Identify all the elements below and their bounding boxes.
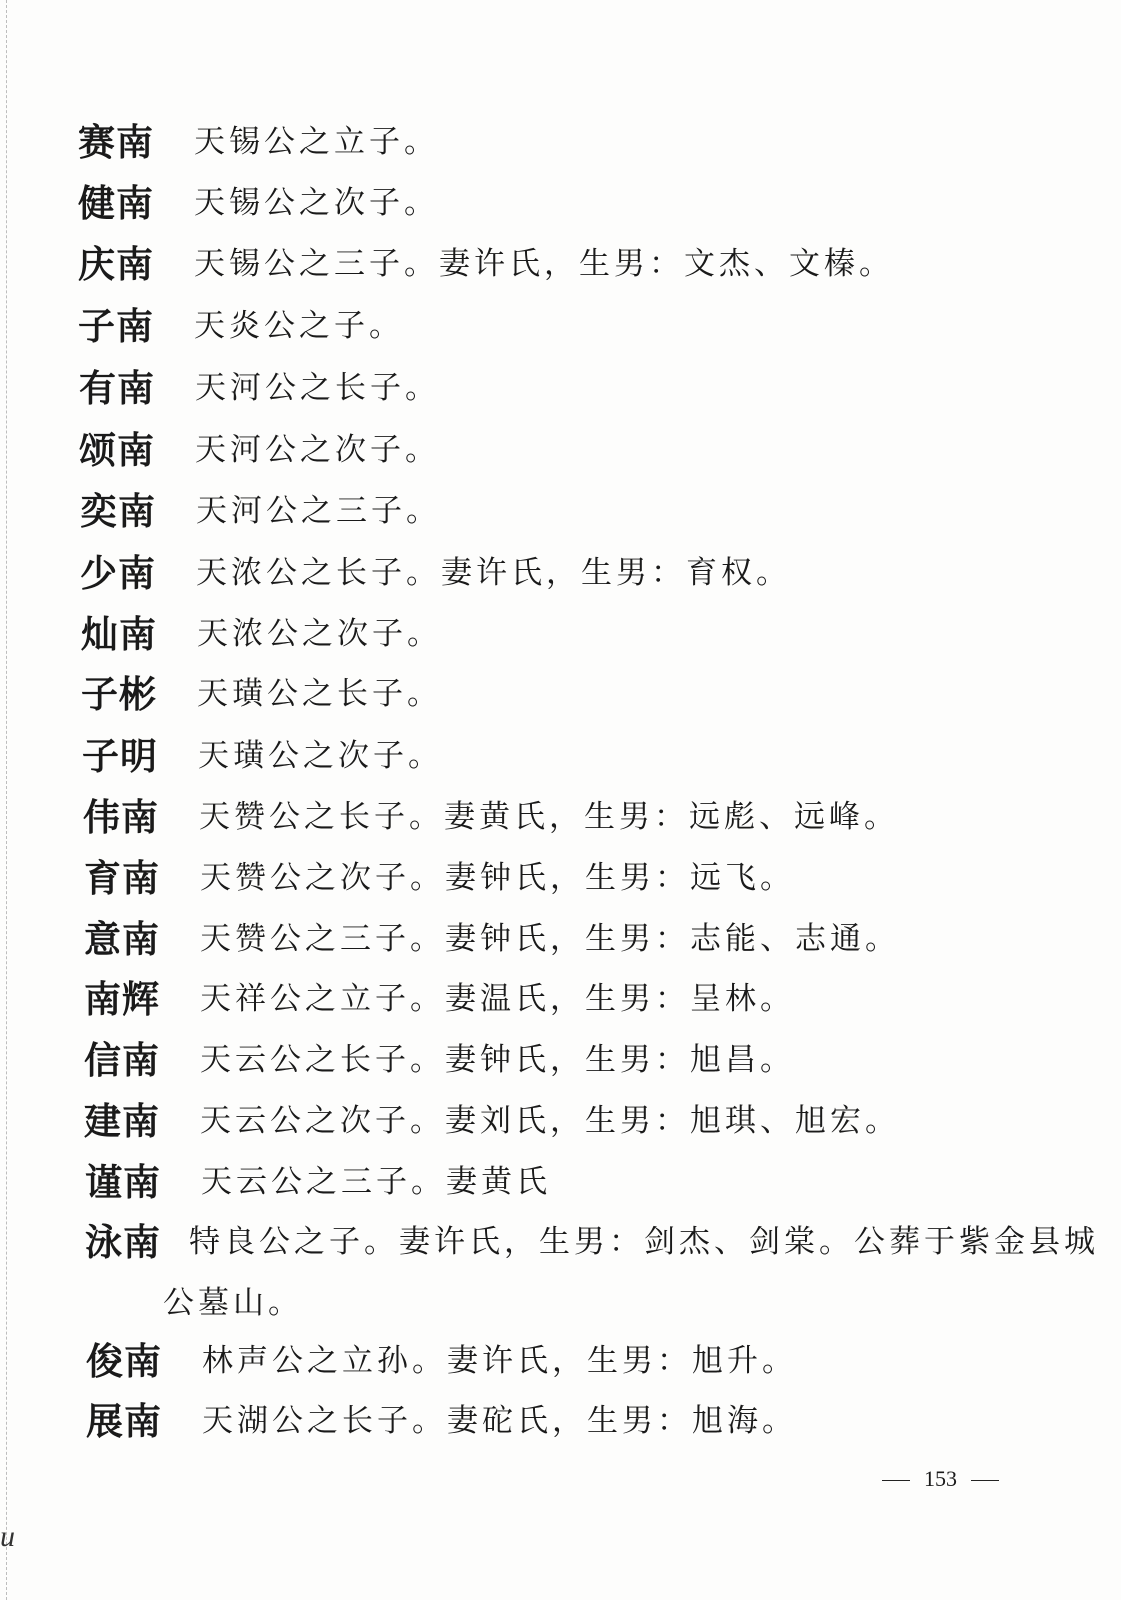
entry-name: 灿南 bbox=[81, 612, 157, 657]
page-number: 153 bbox=[924, 1466, 957, 1491]
entry-name: 有南 bbox=[79, 366, 155, 411]
entry-desc: 天锡公之三子。妻许氏，生男：文杰、文榛。 bbox=[194, 246, 894, 282]
entry-desc: 天河公之次子。 bbox=[195, 432, 440, 468]
entry-name: 子南 bbox=[78, 304, 154, 349]
entry bbox=[78, 120, 439, 164]
entry bbox=[84, 1038, 795, 1082]
entry bbox=[84, 917, 900, 961]
entry bbox=[79, 366, 440, 410]
entry bbox=[85, 1220, 1099, 1264]
entry-desc: 天浓公之长子。妻许氏，生男：育权。 bbox=[196, 555, 791, 591]
entry-desc: 天锡公之立子。 bbox=[194, 124, 439, 160]
entry bbox=[84, 1099, 900, 1143]
entry bbox=[79, 428, 440, 472]
entry-name: 伟南 bbox=[83, 795, 159, 840]
entry-name: 育南 bbox=[84, 856, 160, 901]
entry-name: 少南 bbox=[80, 551, 156, 596]
entry-desc: 特良公之子。妻许氏，生男：剑杰、剑棠。公葬于紫金县城 bbox=[189, 1224, 1099, 1260]
entry-name: 子明 bbox=[82, 734, 158, 779]
entry-name: 奕南 bbox=[80, 489, 156, 534]
entry-name: 俊南 bbox=[86, 1339, 162, 1384]
entry-desc: 天璜公之长子。 bbox=[197, 676, 442, 712]
entry bbox=[81, 672, 442, 716]
entry-desc: 天云公之三子。妻黄氏 bbox=[201, 1164, 551, 1200]
footer-dash-left bbox=[882, 1480, 910, 1481]
page-left-edge bbox=[0, 0, 7, 1600]
entry bbox=[84, 856, 795, 900]
entry-desc: 天炎公之子。 bbox=[194, 308, 404, 344]
entry-desc: 天赞公之三子。妻钟氏，生男：志能、志通。 bbox=[200, 921, 900, 957]
entry-desc: 天浓公之次子。 bbox=[197, 616, 442, 652]
entry-name: 信南 bbox=[84, 1038, 160, 1083]
entry bbox=[86, 1339, 797, 1383]
entry bbox=[82, 734, 443, 778]
entry bbox=[80, 551, 791, 595]
entry-desc: 天赞公之次子。妻钟氏，生男：远飞。 bbox=[200, 860, 795, 896]
entry-name: 意南 bbox=[84, 917, 160, 962]
entry-desc: 天赞公之长子。妻黄氏，生男：远彪、远峰。 bbox=[199, 799, 899, 835]
entry-desc: 天河公之三子。 bbox=[196, 493, 441, 529]
entry bbox=[78, 181, 439, 225]
entry-name: 建南 bbox=[84, 1099, 160, 1144]
entry-continuation: 公墓山。 bbox=[163, 1285, 303, 1320]
entry-desc: 天云公之长子。妻钟氏，生男：旭昌。 bbox=[200, 1042, 795, 1078]
entry-desc: 天锡公之次子。 bbox=[194, 185, 439, 221]
entry-name: 健南 bbox=[78, 181, 154, 226]
entry-name: 颂南 bbox=[79, 428, 155, 473]
entry-desc: 天云公之次子。妻刘氏，生男：旭琪、旭宏。 bbox=[200, 1103, 900, 1139]
entry bbox=[80, 489, 441, 533]
entry-desc: 天湖公之长子。妻砣氏，生男：旭海。 bbox=[202, 1403, 797, 1439]
entry-desc: 林声公之立孙。妻许氏，生男：旭升。 bbox=[202, 1343, 797, 1379]
footer-dash-right bbox=[971, 1480, 999, 1481]
entry bbox=[86, 1399, 797, 1443]
entry-name: 泳南 bbox=[85, 1220, 161, 1265]
entry-name: 庆南 bbox=[78, 242, 154, 287]
entry-desc: 天河公之长子。 bbox=[195, 370, 440, 406]
entry bbox=[85, 1160, 551, 1204]
entry bbox=[83, 795, 899, 839]
entry bbox=[81, 612, 442, 656]
entry-name: 南辉 bbox=[84, 977, 160, 1022]
entry-desc: 天祥公之立子。妻温氏，生男：呈林。 bbox=[200, 981, 795, 1017]
entry-name: 展南 bbox=[86, 1399, 162, 1444]
entry-desc: 天璜公之次子。 bbox=[198, 738, 443, 774]
entry bbox=[84, 977, 795, 1021]
margin-handwritten-mark: u bbox=[0, 1520, 15, 1553]
page-number-footer bbox=[882, 1466, 999, 1492]
entry bbox=[78, 304, 404, 348]
entry bbox=[78, 242, 894, 286]
entry-name: 子彬 bbox=[81, 672, 157, 717]
entry-name: 赛南 bbox=[78, 120, 154, 165]
entry-name: 谨南 bbox=[85, 1160, 161, 1205]
